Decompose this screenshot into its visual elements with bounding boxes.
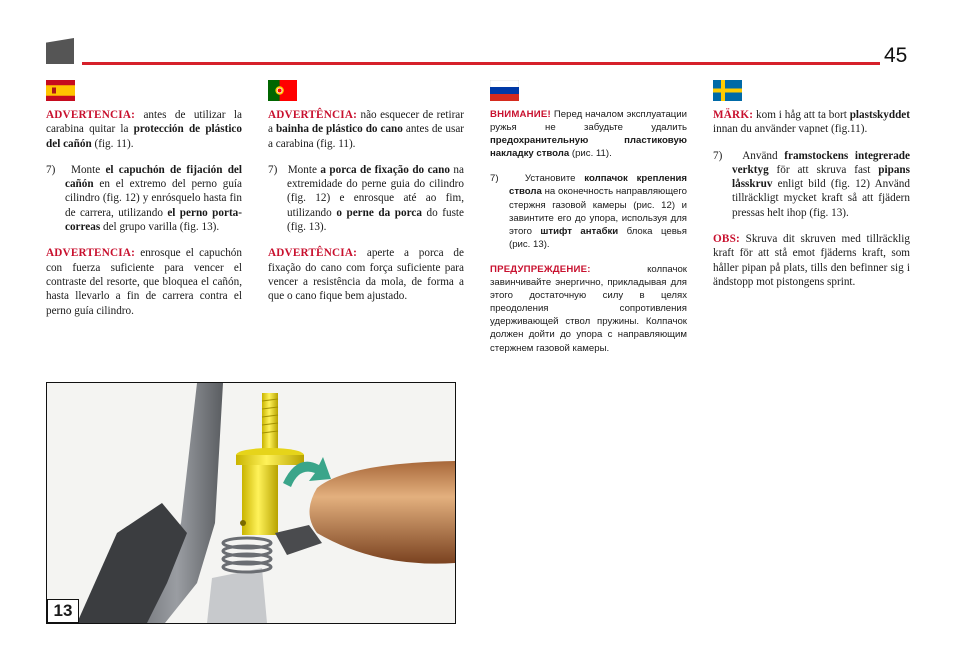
bold-term: a porca de fixação do cano: [320, 163, 450, 176]
column-swedish: [713, 108, 910, 301]
warning-label: ADVERTENCIA:: [46, 247, 136, 260]
column-spanish: [46, 108, 242, 330]
figure-13: [46, 382, 456, 624]
bold-term: bainha de plástico do cano: [275, 123, 403, 136]
warning-label: MÄRK:: [713, 109, 754, 121]
text-run: na extremidade do perne guia do cilindro (fig. 12) e enrosque até ao fim, utilizando: [287, 163, 464, 219]
russia-flag-icon: [490, 80, 519, 101]
forend-shape: [310, 461, 456, 564]
page-number: 45: [884, 44, 908, 67]
sv-warning: [713, 108, 910, 137]
bold-term: предохранительную пластиковую накладку ствола: [490, 135, 687, 160]
housing-shape: [207, 568, 267, 623]
sweden-flag-icon: [713, 80, 742, 101]
text-run: innan du använder vapnet (fig.11).: [713, 123, 868, 136]
text-run: колпачок завинчивайте энергично, прикладывая для этого достаточную силу в целях преодоления сопротивления удерживающей ствол пружины. Колпачок должен дойти до упора с направляющим стержнем газовой камеры.: [490, 263, 687, 354]
section-tab: [46, 38, 74, 64]
text-run: do fuste (fig. 13).: [287, 206, 464, 234]
warning-label: ADVERTÊNCIA:: [268, 247, 358, 260]
es-warning-2: [46, 246, 242, 317]
es-step-7: [46, 163, 242, 234]
pt-warning: [268, 108, 464, 151]
text-run: del grupo varilla (fig. 13).: [100, 221, 220, 234]
ru-warning: [490, 108, 687, 160]
text-run: (fig. 11).: [91, 137, 134, 150]
text-run: não esquecer de retirar a: [268, 109, 464, 136]
bold-term: el capuchón de fijación del cañón: [65, 163, 243, 191]
text-run: en el extremo del perno guía cilindro (fig. 12) y enrósquelo hasta fin de carrera, utilizando: [65, 178, 242, 219]
figure-13-illustration: [47, 383, 455, 623]
ru-step-7: [490, 172, 687, 251]
spring-shape: [223, 538, 271, 572]
text-run: 7) Monte: [268, 163, 321, 176]
text-run: 7) Använd: [713, 149, 785, 162]
sv-step-7: [713, 149, 910, 220]
text-run: блока цевья (рис. 13).: [509, 225, 687, 250]
bold-term: framstockens integrerade verktyg: [732, 149, 910, 176]
warning-label: ADVERTENCIA:: [46, 109, 136, 121]
ru-warning-2: [490, 263, 687, 355]
bold-term: колпачок крепления ствола: [509, 173, 687, 198]
text-run: 7) Установите: [490, 173, 585, 185]
figure-number: 13: [47, 599, 79, 623]
text-run: kom i håg att ta bort: [753, 109, 850, 121]
text-run: för att skruva fast: [768, 163, 879, 176]
bold-term: pipans låsskruv: [732, 163, 910, 191]
text-run: Перед началом эксплуатации ружья не забудьте удалить: [490, 109, 687, 134]
text-run: на оконечность направляющего стержня газовой камеры (рис. 12) и завинтите его до упора, используя для этого: [509, 186, 687, 237]
text-run: enrosque el capuchón con fuerza suficiente para vencer el contraste del resorte, que bloquea el cañón, hasta llevarlo a fin de carrera contra el perno guía cilindro.: [46, 247, 242, 317]
bold-term: el perno porta-correas: [65, 206, 242, 234]
bold-term: o perne da porca: [336, 206, 422, 219]
bold-term: protección de plástico del cañón: [46, 123, 242, 150]
text-run: (рис. 11).: [569, 148, 612, 160]
text-run: antes de usar a carabina (fig. 11).: [268, 123, 465, 150]
es-warning: [46, 108, 242, 151]
text-run: aperte a porca de fixação do cano com força suficiente para vencer a resistência da mola, de forma a que o cano fique bem ajustado.: [268, 247, 464, 303]
header-rule: [82, 62, 880, 65]
column-portuguese: [268, 108, 464, 316]
text-run: 7) Monte: [46, 163, 106, 176]
sv-note: [713, 232, 910, 289]
text-run: enligt bild (fig. 12) Använd tillräckligt mycket kraft så att fjädern pressas helt ihop (fig. 13).: [732, 178, 910, 219]
spain-flag-icon: [46, 80, 75, 101]
column-russian: [490, 108, 687, 367]
bold-term: plastskyddet: [849, 109, 910, 121]
bold-term: штифт антабки: [540, 225, 619, 237]
text-run: antes de utilizar la carabina quitar la: [46, 109, 242, 136]
pt-step-7: [268, 163, 464, 234]
warning-label: OBS:: [713, 233, 740, 246]
portugal-flag-icon: [268, 80, 297, 101]
warning-label: ВНИМАНИЕ!: [490, 109, 551, 120]
text-run: Skruva dit skruven med tillräcklig kraft för att stå emot fjäderns kraft, som håller pipan på plats, tills den befinner sig i ändstopp mot pistongens sprint.: [713, 233, 910, 288]
warning-label: ПРЕДУПРЕЖДЕНИЕ:: [490, 263, 591, 275]
warning-label: ADVERTÊNCIA:: [268, 109, 358, 121]
pt-warning-2: [268, 246, 464, 303]
cap-body-shape: [242, 465, 278, 535]
